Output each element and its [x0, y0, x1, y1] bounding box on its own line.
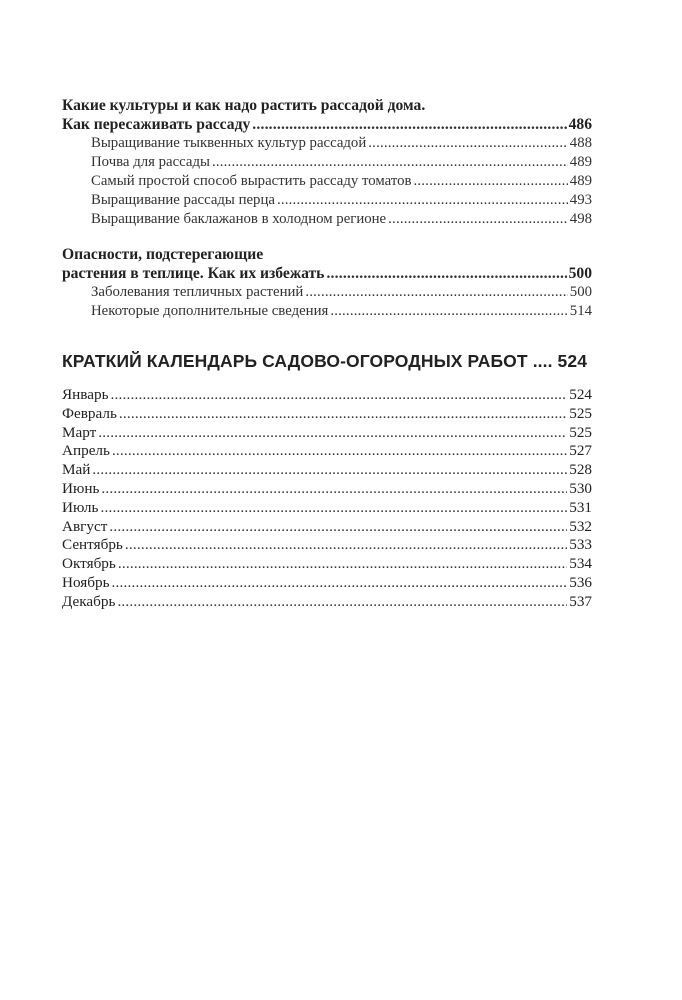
month-entry[interactable]: [62, 442, 592, 461]
toc-entry-label: Выращивание баклажанов в холодном регионе: [91, 211, 387, 227]
toc-entry-main[interactable]: [62, 115, 592, 134]
month-label: Март: [62, 423, 97, 441]
toc-entry-label: Почва для рассады: [91, 154, 210, 170]
toc-entry-label: Заболевания тепличных растений: [91, 284, 304, 300]
toc-entry-page: 498: [569, 211, 592, 227]
toc-entry-page: 488: [569, 135, 592, 151]
month-label: Июнь: [62, 479, 100, 497]
spacer: [62, 229, 592, 245]
toc-entry-page: 514: [569, 303, 592, 319]
month-entry[interactable]: [62, 461, 592, 480]
leader-dots: [277, 191, 568, 210]
toc-entry-label: растения в теплице. Как их избежать: [62, 265, 325, 282]
toc-entry-label: Выращивание тыквенных культур рассадой: [91, 135, 367, 151]
toc-entry[interactable]: [62, 302, 592, 321]
leader-dots: [125, 536, 567, 555]
toc-entry-page: 500: [569, 284, 592, 300]
toc-entry[interactable]: [62, 191, 592, 210]
month-entry[interactable]: [62, 518, 592, 537]
spacer: [62, 373, 592, 386]
leader-dots: [101, 480, 567, 499]
leader-dots: [212, 153, 568, 172]
leader-dots: [117, 593, 567, 612]
month-label: Январь: [62, 386, 109, 403]
toc-entry-page: 489: [569, 173, 592, 189]
leader-dots: [368, 134, 568, 153]
leader-dots: [112, 574, 568, 593]
leader-dots: [109, 518, 567, 537]
month-label: Май: [62, 461, 91, 479]
month-page: 537: [569, 592, 592, 610]
month-label: Сентябрь: [62, 536, 123, 554]
leader-dots: [92, 461, 567, 480]
month-page: 536: [569, 573, 592, 591]
spacer: [62, 321, 592, 349]
calendar-title: КРАТКИЙ КАЛЕНДАРЬ САДОВО-ОГОРОДНЫХ РАБОТ: [62, 351, 528, 371]
month-page: 532: [569, 517, 592, 535]
toc-entry-label: Как пересаживать рассаду: [62, 116, 251, 133]
leader-dots: [118, 555, 567, 574]
calendar-heading[interactable]: [62, 349, 592, 373]
section-heading: Опасности, подстерегающие: [62, 246, 264, 263]
leader-dots: [326, 264, 566, 283]
toc-entry-page: 500: [568, 265, 592, 282]
month-label: Апрель: [62, 442, 110, 460]
toc-entry-page: 489: [569, 154, 592, 170]
month-entry[interactable]: [62, 405, 592, 424]
month-entry[interactable]: [62, 424, 592, 443]
toc-entry[interactable]: [62, 134, 592, 153]
month-entry[interactable]: [62, 386, 592, 405]
month-page: 531: [569, 498, 592, 516]
leader-dots: [252, 115, 566, 134]
toc-entry[interactable]: [62, 283, 592, 302]
month-page: 530: [569, 479, 592, 497]
leader-dots: [98, 424, 567, 443]
month-entry[interactable]: [62, 593, 592, 612]
month-label: Август: [62, 517, 108, 535]
toc-entry-page: 486: [568, 116, 592, 133]
month-label: Июль: [62, 498, 99, 516]
month-entry[interactable]: [62, 499, 592, 518]
section-heading: Какие культуры и как надо растить рассадой дома.: [62, 97, 426, 114]
leader-dots: [413, 172, 567, 191]
month-label: Ноябрь: [62, 573, 110, 591]
leader-dots: [112, 442, 567, 461]
month-entry[interactable]: [62, 536, 592, 555]
month-label: Февраль: [62, 404, 117, 422]
leader-dots: [100, 499, 567, 518]
month-page: 527: [569, 442, 592, 460]
toc-entry[interactable]: [62, 153, 592, 172]
leader-dots: [330, 302, 567, 321]
month-entry[interactable]: [62, 574, 592, 593]
toc-entry-page: 493: [569, 192, 592, 208]
month-page: 525: [569, 404, 592, 422]
month-page: 524: [569, 386, 592, 403]
month-page: 533: [569, 536, 592, 554]
month-page: 528: [569, 461, 592, 479]
toc-entry-main[interactable]: [62, 264, 592, 283]
toc-entry[interactable]: [62, 172, 592, 191]
leader-dots: [111, 386, 568, 405]
month-label: Декабрь: [62, 592, 116, 610]
table-of-contents: [62, 96, 592, 612]
leader-dots: ....: [532, 351, 553, 371]
toc-entry-label: Выращивание рассады перца: [91, 192, 275, 208]
toc-entry[interactable]: [62, 210, 592, 229]
month-entry[interactable]: [62, 555, 592, 574]
month-page: 525: [569, 423, 592, 441]
month-label: Октябрь: [62, 555, 116, 573]
leader-dots: [305, 283, 567, 302]
calendar-page: 524: [557, 351, 588, 371]
month-list: [62, 386, 592, 612]
month-entry[interactable]: [62, 480, 592, 499]
leader-dots: [119, 405, 567, 424]
leader-dots: [388, 210, 568, 229]
toc-entry-label: Некоторые дополнительные сведения: [91, 303, 329, 319]
toc-entry-label: Самый простой способ вырастить рассаду томатов: [91, 173, 412, 189]
month-page: 534: [569, 555, 592, 573]
